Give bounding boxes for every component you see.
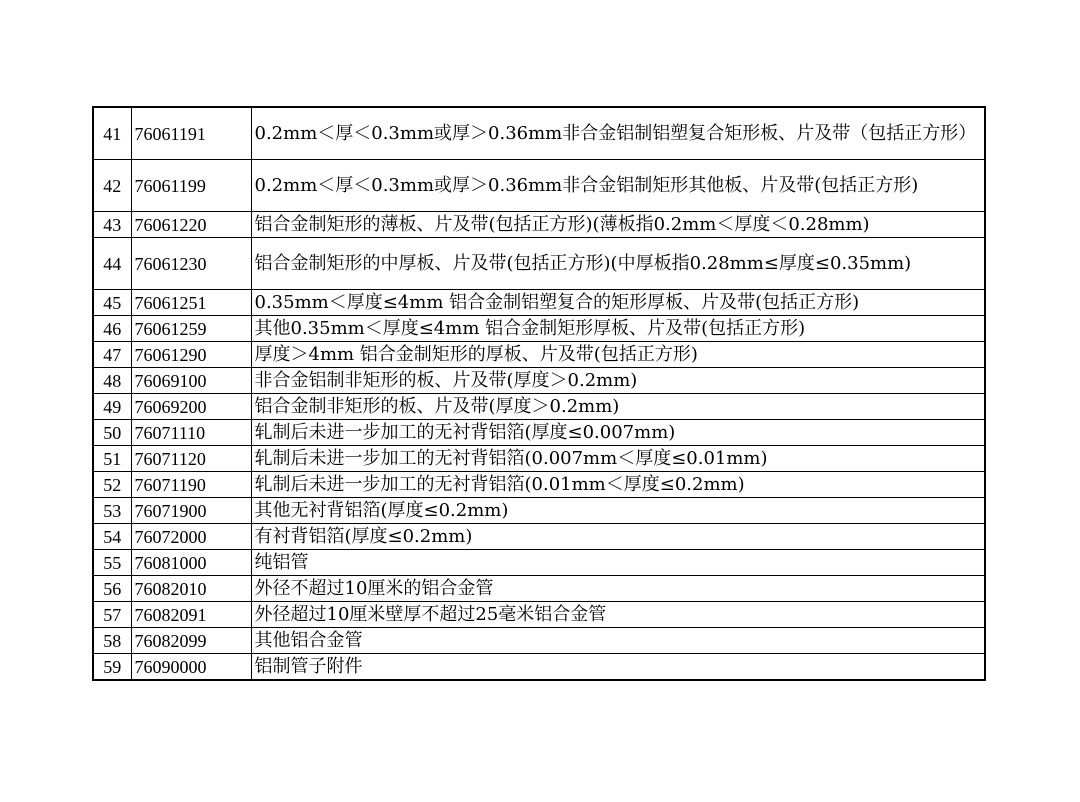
- row-number: 52: [93, 472, 131, 498]
- table-row: [93, 342, 985, 368]
- table-row: [93, 654, 985, 681]
- tariff-code-table: [92, 106, 986, 681]
- hs-code: 76081000: [131, 550, 251, 576]
- product-description: 0.2mm＜厚＜0.3mm或厚＞0.36mm非合金铝制矩形其他板、片及带(包括正方形): [251, 160, 985, 212]
- table-row: [93, 160, 985, 212]
- table-row: [93, 212, 985, 238]
- row-number: 44: [93, 238, 131, 290]
- table-row: [93, 602, 985, 628]
- table-row: [93, 576, 985, 602]
- product-description: 厚度＞4mm 铝合金制矩形的厚板、片及带(包括正方形): [251, 342, 985, 368]
- table-row: [93, 238, 985, 290]
- row-number: 51: [93, 446, 131, 472]
- hs-code: 76082010: [131, 576, 251, 602]
- row-number: 46: [93, 316, 131, 342]
- product-description: 其他0.35mm＜厚度≤4mm 铝合金制矩形厚板、片及带(包括正方形): [251, 316, 985, 342]
- product-description: 轧制后未进一步加工的无衬背铝箔(0.01mm＜厚度≤0.2mm): [251, 472, 985, 498]
- product-description: 0.2mm＜厚＜0.3mm或厚＞0.36mm非合金铝制铝塑复合矩形板、片及带（包括正方形）: [251, 107, 985, 160]
- table-row: [93, 524, 985, 550]
- hs-code: 76071120: [131, 446, 251, 472]
- hs-code: 76082099: [131, 628, 251, 654]
- hs-code: 76069100: [131, 368, 251, 394]
- hs-code: 76071110: [131, 420, 251, 446]
- row-number: 48: [93, 368, 131, 394]
- product-description: 外径不超过10厘米的铝合金管: [251, 576, 985, 602]
- product-description: 其他铝合金管: [251, 628, 985, 654]
- hs-code: 76090000: [131, 654, 251, 681]
- product-description: 轧制后未进一步加工的无衬背铝箔(0.007mm＜厚度≤0.01mm): [251, 446, 985, 472]
- table-row: [93, 107, 985, 160]
- row-number: 41: [93, 107, 131, 160]
- product-description: 铝合金制非矩形的板、片及带(厚度＞0.2mm): [251, 394, 985, 420]
- row-number: 58: [93, 628, 131, 654]
- row-number: 49: [93, 394, 131, 420]
- hs-code: 76061259: [131, 316, 251, 342]
- table-row: [93, 316, 985, 342]
- hs-code: 76072000: [131, 524, 251, 550]
- product-description: 0.35mm＜厚度≤4mm 铝合金制铝塑复合的矩形厚板、片及带(包括正方形): [251, 290, 985, 316]
- table-row: [93, 420, 985, 446]
- product-description: 有衬背铝箔(厚度≤0.2mm): [251, 524, 985, 550]
- table-row: [93, 394, 985, 420]
- table-row: [93, 550, 985, 576]
- row-number: 57: [93, 602, 131, 628]
- row-number: 45: [93, 290, 131, 316]
- hs-code: 76071900: [131, 498, 251, 524]
- row-number: 43: [93, 212, 131, 238]
- product-description: 铝制管子附件: [251, 654, 985, 681]
- product-description: 非合金铝制非矩形的板、片及带(厚度＞0.2mm): [251, 368, 985, 394]
- hs-code: 76061199: [131, 160, 251, 212]
- table-row: [93, 290, 985, 316]
- table-body: [93, 107, 985, 680]
- product-description: 其他无衬背铝箔(厚度≤0.2mm): [251, 498, 985, 524]
- product-description: 外径超过10厘米壁厚不超过25毫米铝合金管: [251, 602, 985, 628]
- table-row: [93, 446, 985, 472]
- hs-code: 76061230: [131, 238, 251, 290]
- hs-code: 76071190: [131, 472, 251, 498]
- table-row: [93, 368, 985, 394]
- row-number: 59: [93, 654, 131, 681]
- hs-code: 76082091: [131, 602, 251, 628]
- product-description: 轧制后未进一步加工的无衬背铝箔(厚度≤0.007mm): [251, 420, 985, 446]
- row-number: 53: [93, 498, 131, 524]
- hs-code: 76061220: [131, 212, 251, 238]
- hs-code: 76069200: [131, 394, 251, 420]
- product-description: 纯铝管: [251, 550, 985, 576]
- table-row: [93, 628, 985, 654]
- row-number: 54: [93, 524, 131, 550]
- row-number: 42: [93, 160, 131, 212]
- hs-code: 76061251: [131, 290, 251, 316]
- table-row: [93, 498, 985, 524]
- hs-code: 76061290: [131, 342, 251, 368]
- hs-code: 76061191: [131, 107, 251, 160]
- table-row: [93, 472, 985, 498]
- product-description: 铝合金制矩形的薄板、片及带(包括正方形)(薄板指0.2mm＜厚度＜0.28mm): [251, 212, 985, 238]
- product-description: 铝合金制矩形的中厚板、片及带(包括正方形)(中厚板指0.28mm≤厚度≤0.35mm): [251, 238, 985, 290]
- row-number: 47: [93, 342, 131, 368]
- row-number: 50: [93, 420, 131, 446]
- row-number: 55: [93, 550, 131, 576]
- row-number: 56: [93, 576, 131, 602]
